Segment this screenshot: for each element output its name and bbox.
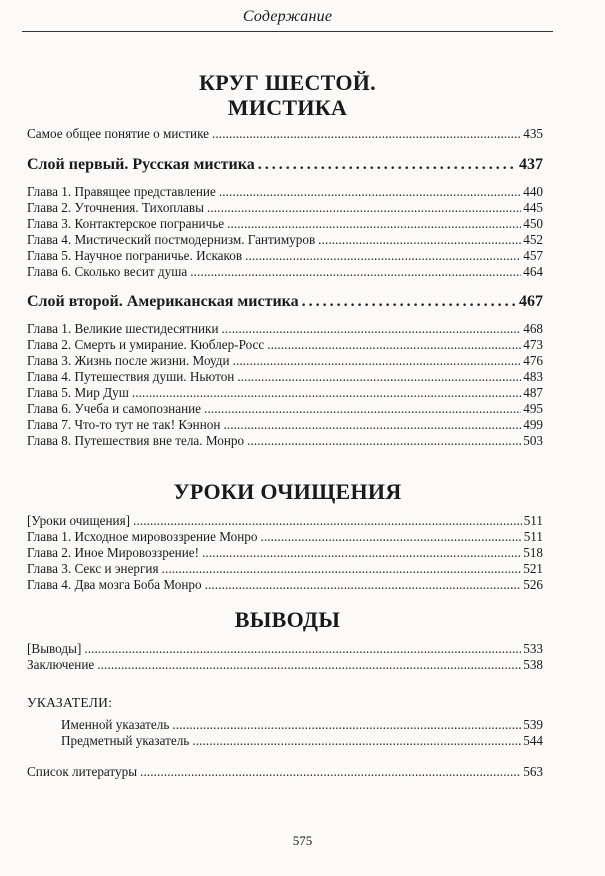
toc-entry-page: 533 — [523, 641, 543, 656]
toc-entry-layer1-ch1[interactable] — [27, 184, 543, 199]
toc-entry-page: 483 — [523, 369, 543, 384]
part-heading-line2: МИСТИКА — [227, 95, 348, 120]
toc-section-layer1[interactable] — [27, 155, 543, 174]
toc-entry-title: Глава 2. Уточнения. Тихоплавы — [27, 200, 204, 215]
toc-entry-title: Глава 8. Путешествия вне тела. Монро — [27, 433, 245, 448]
dot-leader — [207, 200, 521, 215]
toc-entry-page: 464 — [523, 264, 543, 279]
dot-leader — [204, 401, 521, 416]
dot-leader — [260, 529, 521, 544]
header-rule — [22, 31, 553, 32]
toc-entry-title: Глава 6. Сколько весит душа — [27, 264, 188, 279]
toc-entry-layer2-ch6[interactable] — [27, 401, 543, 416]
toc-section-layer2[interactable] — [27, 292, 543, 311]
dot-leader — [219, 184, 521, 199]
toc-entry-page: 450 — [523, 216, 543, 231]
toc-entry-page: 445 — [523, 200, 543, 215]
toc-entry-conclusions-0[interactable] — [27, 641, 543, 656]
dot-leader — [233, 353, 522, 368]
dot-leader — [227, 216, 521, 231]
toc-entry-index-names[interactable] — [61, 717, 543, 732]
dot-leader — [202, 545, 521, 560]
toc-entry-page: 435 — [523, 126, 543, 141]
dot-leader — [222, 321, 522, 336]
toc-entry-layer2-ch2[interactable] — [27, 337, 543, 352]
toc-entry-title: Глава 5. Мир Душ — [27, 385, 129, 400]
toc-entry-title: Глава 3. Контактерское пограничье — [27, 216, 225, 231]
toc-entry-layer1-ch6[interactable] — [27, 264, 543, 279]
toc-entry-title: Глава 4. Путешествия души. Ньютон — [27, 369, 235, 384]
toc-entry-title: [Уроки очищения] — [27, 513, 131, 528]
dot-leader — [267, 337, 521, 352]
dot-leader — [132, 385, 521, 400]
toc-entry-index-subjects[interactable] — [61, 733, 543, 748]
toc-entry-title: Глава 2. Смерть и умирание. Кюблер-Росс — [27, 337, 265, 352]
toc-section-page: 437 — [519, 156, 543, 173]
toc-entry-lessons-0[interactable] — [27, 513, 543, 528]
dot-leader — [84, 641, 521, 656]
toc-section-page: 467 — [519, 293, 543, 310]
page-number: 575 — [292, 833, 313, 848]
toc-entry-page: 544 — [523, 733, 543, 748]
toc-entry-page: 440 — [523, 184, 543, 199]
dot-leader — [318, 232, 521, 247]
dot-leader — [205, 577, 522, 592]
toc-entry-layer2-ch7[interactable] — [27, 417, 543, 432]
toc-entry-title: Глава 1. Великие шестидесятники — [27, 321, 219, 336]
toc-entry-page: 499 — [523, 417, 543, 432]
toc-entry-lessons-3[interactable] — [27, 561, 543, 576]
toc-entry-title: Глава 5. Научное пограничье. Искаков — [27, 248, 243, 263]
toc-entry-conclusions-1[interactable] — [27, 657, 543, 672]
running-header: Содержание — [242, 8, 333, 25]
dot-leader — [258, 155, 517, 174]
dot-leader — [162, 561, 522, 576]
toc-entry-title: Глава 1. Правящее представление — [27, 184, 216, 199]
toc-entry-title: [Выводы] — [27, 641, 82, 656]
toc-entry-page: 473 — [523, 337, 543, 352]
toc-entry-layer2-ch5[interactable] — [27, 385, 543, 400]
dot-leader — [140, 764, 521, 779]
toc-entry-page: 503 — [523, 433, 543, 448]
dot-leader — [133, 513, 522, 528]
toc-entry-title: Глава 6. Учеба и самопознание — [27, 401, 202, 416]
toc-entry-page: 452 — [523, 232, 543, 247]
toc-entry-page: 495 — [523, 401, 543, 416]
toc-entry-title: Глава 2. Иное Мировоззрение! — [27, 545, 200, 560]
toc-entry-title: Глава 3. Секс и энергия — [27, 561, 159, 576]
dot-leader — [302, 292, 517, 311]
conclusions-heading: ВЫВОДЫ — [234, 607, 341, 632]
toc-entry-page: 511 — [523, 529, 543, 544]
dot-leader — [237, 369, 521, 384]
toc-entry-title: Заключение — [27, 657, 95, 672]
toc-entry-page: 468 — [523, 321, 543, 336]
toc-entry-page: 563 — [523, 764, 543, 779]
toc-entry-layer1-ch2[interactable] — [27, 200, 543, 215]
dot-leader — [223, 417, 521, 432]
dot-leader — [172, 717, 521, 732]
toc-entry-page: 511 — [523, 513, 543, 528]
toc-entry-lessons-1[interactable] — [27, 529, 543, 544]
lessons-heading: УРОКИ ОЧИЩЕНИЯ — [173, 479, 402, 504]
indexes-label: УКАЗАТЕЛИ: — [27, 695, 113, 710]
dot-leader — [245, 248, 521, 263]
dot-leader — [192, 733, 521, 748]
toc-entry-title: Список литературы — [27, 764, 138, 779]
dot-leader — [190, 264, 521, 279]
toc-entry-title: Предметный указатель — [61, 733, 190, 748]
toc-entry-layer1-ch3[interactable] — [27, 216, 543, 231]
dot-leader — [247, 433, 521, 448]
toc-entry-layer1-ch4[interactable] — [27, 232, 543, 247]
toc-section-title: Слой первый. Русская мистика — [27, 156, 255, 173]
toc-entry-layer2-ch4[interactable] — [27, 369, 543, 384]
toc-entry-title: Глава 7. Что-то тут не так! Кэннон — [27, 417, 221, 432]
toc-entry-title: Глава 4. Два мозга Боба Монро — [27, 577, 202, 592]
toc-entry-page: 518 — [523, 545, 543, 560]
toc-section-title: Слой второй. Американская мистика — [27, 293, 299, 310]
toc-entry-layer1-ch5[interactable] — [27, 248, 543, 263]
toc-entry-layer2-ch8[interactable] — [27, 433, 543, 448]
toc-entry-title: Глава 4. Мистический постмодернизм. Гантимуров — [27, 232, 316, 247]
part-heading-line1: КРУГ ШЕСТОЙ. — [199, 70, 376, 95]
toc-entry-title: Глава 3. Жизнь после жизни. Моуди — [27, 353, 230, 368]
toc-entry-bibliography[interactable] — [27, 764, 543, 779]
toc-entry-title: Самое общее понятие о мистике — [27, 126, 210, 141]
toc-entry-title: Глава 1. Исходное мировоззрение Монро — [27, 529, 258, 544]
toc-entry-layer2-ch3[interactable] — [27, 353, 543, 368]
toc-entry-lessons-4[interactable] — [27, 577, 543, 592]
toc-entry-page: 539 — [523, 717, 543, 732]
toc-entry-page: 526 — [523, 577, 543, 592]
toc-entry-page: 457 — [523, 248, 543, 263]
dot-leader — [97, 657, 521, 672]
dot-leader — [212, 126, 521, 141]
toc-entry-layer2-ch1[interactable] — [27, 321, 543, 336]
toc-entry-page: 476 — [523, 353, 543, 368]
toc-entry-lessons-2[interactable] — [27, 545, 543, 560]
toc-entry-page: 521 — [523, 561, 543, 576]
toc-entry-intro[interactable] — [27, 126, 543, 141]
toc-entry-page: 538 — [523, 657, 543, 672]
toc-entry-page: 487 — [523, 385, 543, 400]
toc-entry-title: Именной указатель — [61, 717, 170, 732]
